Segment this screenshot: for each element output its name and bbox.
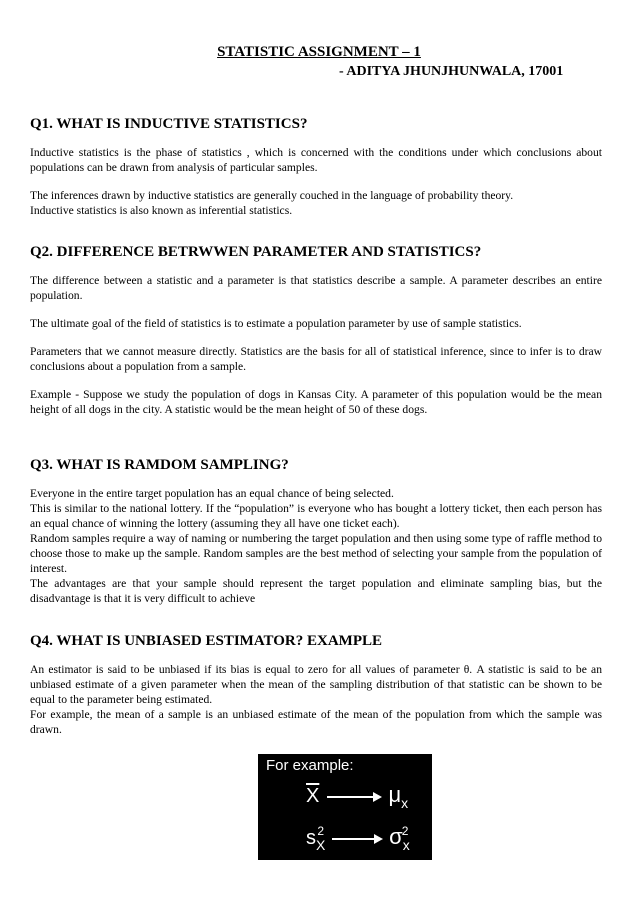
sample-variance-symbol: s xyxy=(306,827,316,849)
example-row-variance xyxy=(306,824,410,853)
example-image xyxy=(258,754,432,860)
section-q2 xyxy=(30,244,602,417)
paragraph: Random samples require a way of naming or numbering the target population and then using some type of raffle method to choose those to make up the sample. Random samples are the best method of selecting your sample from the population of interest. xyxy=(30,532,602,575)
paragraph: The advantages are that your sample should represent the target population and eliminate sampling bias, but the disadvantage is that it is very difficult to achieve xyxy=(30,577,602,605)
paragraph: Inductive statistics is also known as inferential statistics. xyxy=(30,204,293,217)
section-heading: Q3. WHAT IS RAMDOM SAMPLING? xyxy=(30,457,289,473)
assignment-title: STATISTIC ASSIGNMENT – 1 xyxy=(217,44,421,60)
example-row-mean xyxy=(306,782,409,811)
paragraph: An estimator is said to be unbiased if its bias is equal to zero for all values of parameter θ. A statistic is said to be an unbiased estimate of a given parameter when the mean of the sampling distribution of that statistic can be shown to be equal to the parameter being estimated. xyxy=(30,663,602,706)
paragraph: Inductive statistics is the phase of statistics , which is concerned with the conditions under which conclusions about populations can be drawn from analysis of particular samples. xyxy=(30,146,602,174)
paragraph: Everyone in the entire target population has an equal chance of being selected. xyxy=(30,487,394,500)
arrow-right-icon xyxy=(325,791,383,803)
arrow-right-icon xyxy=(330,833,384,845)
subscript: x xyxy=(402,837,410,853)
population-mean-symbol: μ xyxy=(388,782,402,807)
section-heading: Q1. WHAT IS INDUCTIVE STATISTICS? xyxy=(30,116,308,132)
section-q1 xyxy=(30,116,602,218)
paragraph: The ultimate goal of the field of statistics is to estimate a population parameter by use of sample statistics. xyxy=(30,317,522,330)
section-heading: Q2. DIFFERENCE BETRWWEN PARAMETER AND STATISTICS? xyxy=(30,244,482,260)
paragraph: Parameters that we cannot measure directly. Statistics are the basis for all of statistical inference, since to infer is to draw conclusions about a population from a sample. xyxy=(30,345,602,373)
superscript: 2 xyxy=(401,824,409,838)
paragraph: The difference between a statistic and a parameter is that statistics describe a sample. A parameter describes an entire population. xyxy=(30,274,602,302)
paragraph: For example, the mean of a sample is an unbiased estimate of the mean of the population from which the sample was drawn. xyxy=(30,708,602,736)
paragraph: Example - Suppose we study the population of dogs in Kansas City. A parameter of this population would be the mean height of all dogs in the city. A statistic would be the mean height of 50 of these dogs. xyxy=(30,388,602,416)
sample-mean-symbol: $\overline{X}$ xyxy=(306,785,320,807)
paragraph: This is similar to the national lottery. If the “population” is everyone who has bought a lottery ticket, then each person has an equal chance of winning the lottery (assuming they all have one ticket each). xyxy=(30,502,602,530)
section-q4 xyxy=(30,633,602,737)
subscript: X xyxy=(316,837,326,853)
subscript: x xyxy=(401,795,409,811)
example-label: For example: xyxy=(266,757,354,774)
section-q3 xyxy=(30,457,602,606)
population-variance-symbol: σ xyxy=(389,824,403,849)
author-line: - ADITYA JHUNJHUNWALA, 17001 xyxy=(339,64,564,79)
section-heading: Q4. WHAT IS UNBIASED ESTIMATOR? EXAMPLE xyxy=(30,633,383,649)
paragraph: The inferences drawn by inductive statistics are generally couched in the language of probability theory. xyxy=(30,189,514,202)
superscript: 2 xyxy=(317,824,325,838)
